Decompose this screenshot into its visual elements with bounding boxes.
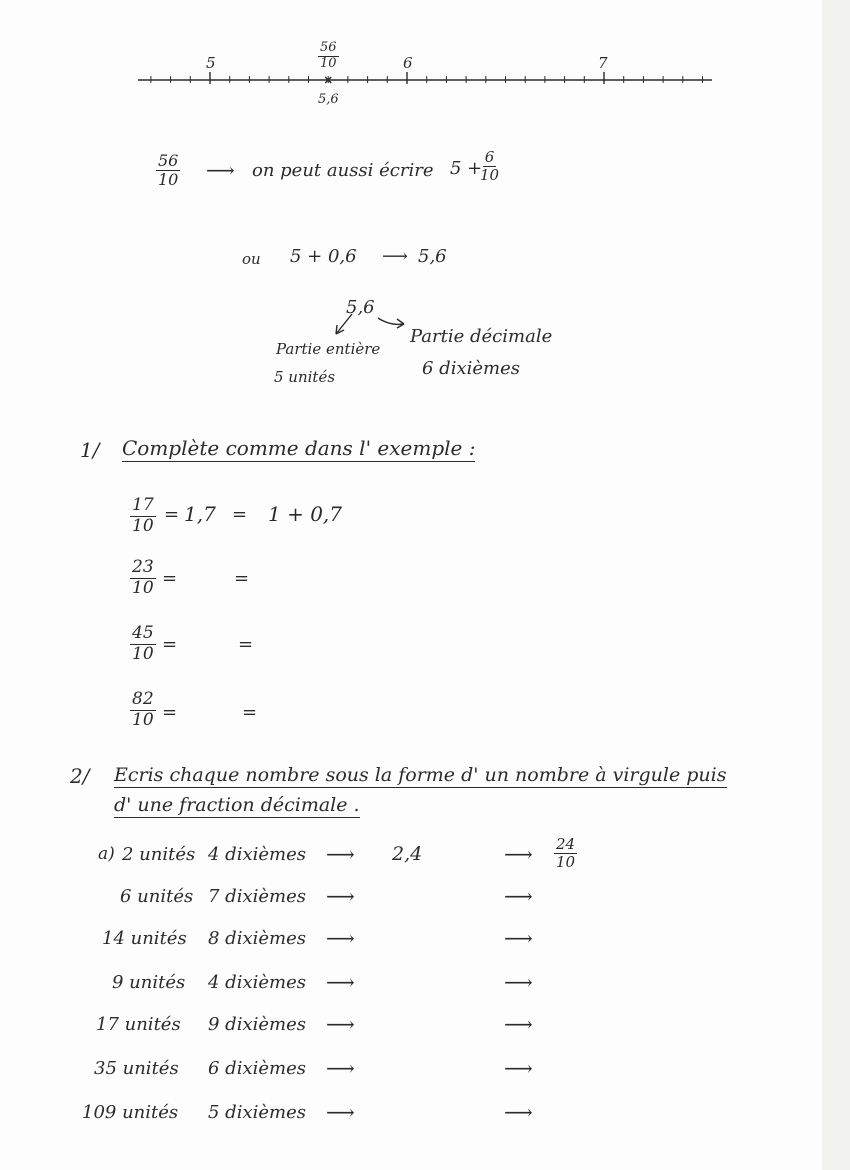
equals-sign: = xyxy=(234,568,250,589)
intro-text: on peut aussi écrire xyxy=(252,160,434,181)
arrow-glyph: ⟶ xyxy=(326,1056,355,1080)
arrow-glyph: ⟶ xyxy=(326,842,355,866)
equals-sign: = xyxy=(162,568,178,589)
exercise1-row1-decimal[interactable]: 1,7 xyxy=(184,502,216,526)
decimal-answer[interactable]: 2,4 xyxy=(392,843,423,865)
number-line-label-6: 6 xyxy=(403,54,413,72)
equals-sign: = xyxy=(242,702,258,723)
arrow-glyph: ⟶ xyxy=(326,884,355,908)
number-line-label-5: 5 xyxy=(206,54,216,72)
tenths-text: 5 dixièmes xyxy=(208,1102,306,1123)
parts-arrows xyxy=(0,0,822,420)
units-text: 9 unités xyxy=(112,972,186,993)
fraction-numerator: 56 xyxy=(158,151,179,170)
exercise1-row1-sum[interactable]: 1 + 0,7 xyxy=(268,502,343,526)
units-text: 109 unités xyxy=(82,1102,179,1123)
exercise1-instruction: Complète comme dans l' exemple : xyxy=(122,436,476,460)
page-edge xyxy=(822,0,850,1170)
fraction-denominator: 10 xyxy=(556,853,576,872)
arrow-glyph: ⟶ xyxy=(504,926,533,950)
arrow-glyph: ⟶ xyxy=(206,158,235,182)
fraction-denominator: 10 xyxy=(480,166,500,185)
fraction-numerator: 17 xyxy=(132,495,154,515)
intro-result: 5,6 xyxy=(418,246,447,267)
or-word: ou xyxy=(242,250,261,268)
exercise2-instruction-line1: Ecris chaque nombre sous la forme d' un nombre à virgule puis xyxy=(114,764,727,786)
row-prefix: a) xyxy=(98,844,115,864)
arrow-glyph: ⟶ xyxy=(504,970,533,994)
exercise1-number: 1/ xyxy=(80,438,100,462)
equals-sign: = xyxy=(238,634,254,655)
equals-sign: = xyxy=(162,634,178,655)
arrow-glyph: ⟶ xyxy=(504,842,533,866)
arrow-glyph: ⟶ xyxy=(504,884,533,908)
equals-sign: = xyxy=(232,504,248,525)
decimal-part-label: Partie décimale xyxy=(410,326,553,347)
tenths-text: 8 dixièmes xyxy=(208,928,306,949)
decimal-part-value: 6 dixièmes xyxy=(422,358,520,379)
number-line-mark-decimal: 5,6 xyxy=(318,92,339,107)
integer-part-value: 5 unités xyxy=(274,368,336,386)
fraction-numerator: 82 xyxy=(132,689,154,709)
equals-sign: = xyxy=(164,504,180,525)
fraction-denominator: 10 xyxy=(132,709,154,730)
arrow-glyph: ⟶ xyxy=(326,1100,355,1124)
fraction-numerator: 56 xyxy=(320,40,337,55)
arrow-glyph: ⟶ xyxy=(326,970,355,994)
intro-sum-left: 5 + xyxy=(450,158,483,179)
fraction-denominator: 10 xyxy=(132,515,154,536)
integer-part-label: Partie entière xyxy=(276,340,381,358)
parts-number: 5,6 xyxy=(346,297,375,318)
arrow-glyph: ⟶ xyxy=(504,1100,533,1124)
arrow-glyph: ⟶ xyxy=(382,246,408,267)
tenths-text: 4 dixièmes xyxy=(208,844,306,865)
exercise1-row1-fraction xyxy=(130,496,156,536)
intro-sum2: 5 + 0,6 xyxy=(290,246,357,267)
fraction-answer[interactable] xyxy=(554,836,577,872)
fraction-numerator: 45 xyxy=(132,623,154,643)
units-text: 2 unités xyxy=(122,844,196,865)
tenths-text: 6 dixièmes xyxy=(208,1058,306,1079)
tenths-text: 9 dixièmes xyxy=(208,1014,306,1035)
units-text: 35 unités xyxy=(94,1058,179,1079)
exercise1-row2-fraction xyxy=(130,558,156,598)
arrow-glyph: ⟶ xyxy=(504,1056,533,1080)
arrow-glyph: ⟶ xyxy=(326,1012,355,1036)
units-text: 17 unités xyxy=(96,1014,181,1035)
units-text: 6 unités xyxy=(120,886,194,907)
equals-sign: = xyxy=(162,702,178,723)
arrow-glyph: ⟶ xyxy=(504,1012,533,1036)
fraction-denominator: 10 xyxy=(132,577,154,598)
exercise2-instruction-line2: d' une fraction décimale . xyxy=(114,794,360,816)
fraction-denominator: 10 xyxy=(132,643,154,664)
fraction-numerator: 6 xyxy=(484,148,495,166)
tenths-text: 4 dixièmes xyxy=(208,972,306,993)
fraction-denominator: 10 xyxy=(158,170,179,190)
exercise2-number: 2/ xyxy=(70,764,90,788)
tenths-text: 7 dixièmes xyxy=(208,886,306,907)
fraction-denominator: 10 xyxy=(320,55,337,71)
number-line-label-7: 7 xyxy=(598,54,608,72)
fraction-numerator: 24 xyxy=(556,835,576,853)
exercise1-row4-fraction xyxy=(130,690,156,730)
arrow-glyph: ⟶ xyxy=(326,926,355,950)
exercise1-row3-fraction xyxy=(130,624,156,664)
fraction-numerator: 23 xyxy=(132,557,154,577)
units-text: 14 unités xyxy=(102,928,187,949)
